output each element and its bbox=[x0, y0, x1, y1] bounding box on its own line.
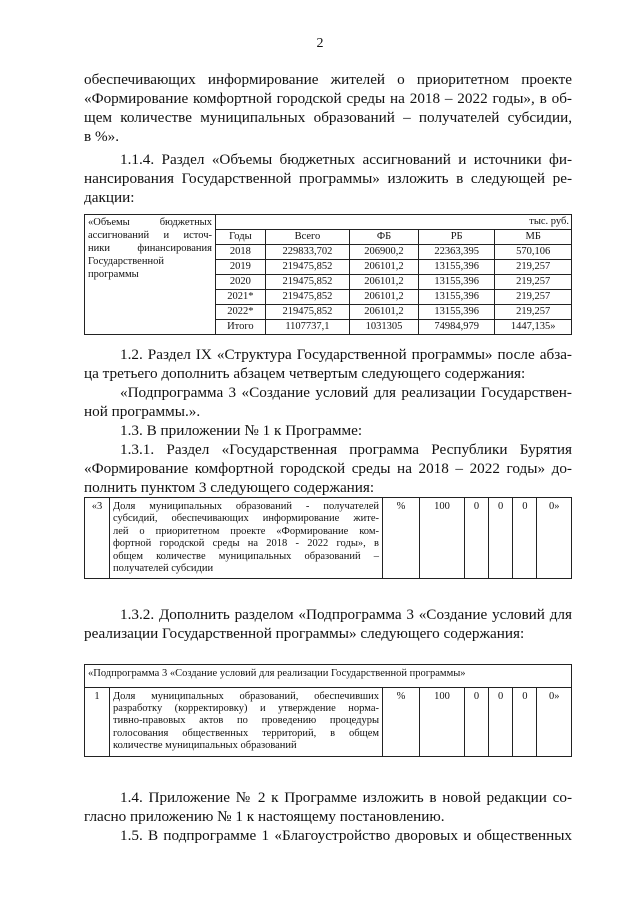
section-1-1-4 bbox=[84, 150, 572, 207]
text-line: субсидий, обеспечивающих информирование жите- bbox=[113, 513, 379, 525]
intro-paragraph bbox=[84, 70, 572, 146]
table-row bbox=[85, 498, 572, 579]
table-title-row bbox=[85, 665, 572, 688]
value-cell: 0 bbox=[513, 687, 537, 756]
table-cell: 2021* bbox=[216, 290, 266, 305]
indicator-table bbox=[84, 497, 572, 579]
table-cell: 13155,396 bbox=[418, 260, 495, 275]
value-cell: 0» bbox=[537, 687, 572, 756]
table-cell: 13155,396 bbox=[418, 275, 495, 290]
budget-table bbox=[84, 214, 572, 335]
table-cell: 2018 bbox=[216, 245, 266, 260]
indicator-description bbox=[110, 498, 383, 579]
page-number: 2 bbox=[316, 36, 324, 51]
table-cell: 2020 bbox=[216, 275, 266, 290]
table-cell: 219475,852 bbox=[265, 260, 349, 275]
section-1-3 bbox=[84, 421, 572, 440]
column-header: Всего bbox=[265, 230, 349, 245]
text-line: ца третьего дополнить абзацем четвертым следующего содержания: bbox=[84, 365, 526, 382]
text-line: в %». bbox=[84, 128, 120, 145]
text-line: «Объемы бюджетных bbox=[88, 217, 212, 228]
text-line: дакции: bbox=[84, 189, 135, 206]
value-cell: 0 bbox=[464, 687, 488, 756]
unit-cell: % bbox=[383, 687, 420, 756]
value-cell: 0 bbox=[513, 498, 537, 579]
text-line: 1.1.4. Раздел «Объемы бюджетных ассигнований и источники фи- bbox=[120, 151, 572, 168]
value-cell: 0 bbox=[464, 498, 488, 579]
text-line: общем количестве муниципальных образований – bbox=[113, 550, 379, 562]
table-cell: 219,257 bbox=[495, 305, 572, 320]
unit-label: тыс. руб. bbox=[216, 215, 572, 230]
table-cell: 206101,2 bbox=[350, 260, 419, 275]
table-cell: Итого bbox=[216, 320, 266, 335]
text-line: 1.3. В приложении № 1 к Программе: bbox=[120, 422, 363, 439]
text-line: «Подпрограмма 3 «Создание условий для реализации Государствен- bbox=[120, 384, 572, 401]
text-line: «Формирование комфортной городской среды на 2018 – 2022 годы» до- bbox=[84, 460, 572, 477]
value-cell: 0» bbox=[537, 498, 572, 579]
section-1-4 bbox=[84, 788, 572, 826]
table-cell: 219475,852 bbox=[265, 305, 349, 320]
text-line: 1.5. В подпрограмме 1 «Благоустройство дворовых и общественных bbox=[120, 827, 572, 844]
section-1-5 bbox=[84, 826, 572, 845]
table-cell: 570,106 bbox=[495, 245, 572, 260]
text-line: фортной городской среды на 2018 - 2022 годы», в bbox=[113, 538, 379, 550]
text-line: 1.2. Раздел IX «Структура Государственной программы» после абза- bbox=[120, 346, 572, 363]
text-line: гласно приложению № 1 к настоящему постановлению. bbox=[84, 808, 445, 825]
text-line: 1.3.2. Дополнить разделом «Подпрограмма 3 «Создание условий для bbox=[120, 606, 572, 623]
table-cell: 219,257 bbox=[495, 290, 572, 305]
section-1-3-1 bbox=[84, 440, 572, 497]
table-cell: 206900,2 bbox=[350, 245, 419, 260]
text-line: нансирования Государственной программы» изложить в следующей ре- bbox=[84, 170, 572, 187]
table-cell: 229833,702 bbox=[265, 245, 349, 260]
text-line: обеспечивающих информирование жителей о приоритетном проекте bbox=[84, 71, 572, 88]
column-header: МБ bbox=[495, 230, 572, 245]
table-cell: 206101,2 bbox=[350, 305, 419, 320]
table-cell: 219,257 bbox=[495, 260, 572, 275]
budget-description bbox=[85, 215, 216, 335]
text-line: получателей субсидии bbox=[113, 563, 214, 575]
text-line: ассигнований и источ- bbox=[88, 230, 212, 241]
text-line: разработку (корректировку) и утверждение норма- bbox=[113, 702, 379, 714]
table-row bbox=[85, 687, 572, 756]
table-cell: 219475,852 bbox=[265, 275, 349, 290]
text-line: ной программы.». bbox=[84, 403, 201, 420]
column-header: Годы bbox=[216, 230, 266, 245]
table-cell: 1447,135» bbox=[495, 320, 572, 335]
table-cell: 2022* bbox=[216, 305, 266, 320]
text-line: 1.3.1. Раздел «Государственная программа Республики Бурятия bbox=[120, 441, 572, 458]
table-cell: 13155,396 bbox=[418, 290, 495, 305]
table-cell: 13155,396 bbox=[418, 305, 495, 320]
text-line: щем количестве муниципальных образований – получателей субсидии, bbox=[84, 109, 572, 126]
table-cell: 1107737,1 bbox=[265, 320, 349, 335]
text-line: Доля муниципальных образований, обеспечивших bbox=[113, 690, 379, 702]
text-line: «Формирование комфортной городской среды на 2018 – 2022 годы», в об- bbox=[84, 90, 572, 107]
value-cell: 0 bbox=[489, 498, 513, 579]
indicator-description bbox=[110, 687, 383, 756]
text-line: ники финансирования bbox=[88, 243, 212, 254]
value-cell: 100 bbox=[420, 687, 465, 756]
text-line: полнить пунктом 3 следующего содержания: bbox=[84, 479, 375, 496]
subprogram-indicator-table bbox=[84, 664, 572, 757]
text-line: 1.4. Приложение № 2 к Программе изложить в новой редакции со- bbox=[120, 789, 572, 806]
text-line: голосования общественных территорий, в общем bbox=[113, 727, 379, 739]
value-cell: 100 bbox=[420, 498, 465, 579]
text-line: количестве муниципальных образований bbox=[113, 740, 297, 752]
value-cell: 0 bbox=[489, 687, 513, 756]
row-number: «3 bbox=[85, 498, 110, 579]
table-cell: 219475,852 bbox=[265, 290, 349, 305]
column-header: ФБ bbox=[350, 230, 419, 245]
table-cell: 2019 bbox=[216, 260, 266, 275]
section-1-3-2 bbox=[84, 605, 572, 643]
table-cell: 74984,979 bbox=[418, 320, 495, 335]
text-line: лей о приоритетном проекте «Формирование ком- bbox=[113, 525, 379, 537]
text-line: Государственной bbox=[88, 256, 164, 267]
row-number: 1 bbox=[85, 687, 110, 756]
section-1-2 bbox=[84, 345, 572, 421]
text-line: программы bbox=[88, 269, 139, 280]
table-cell: 219,257 bbox=[495, 275, 572, 290]
text-line: тивно-правовых актов по проведению процедуры bbox=[113, 715, 379, 727]
column-header: РБ bbox=[418, 230, 495, 245]
text-line: реализации Государственной программы» следующего содержания: bbox=[84, 625, 525, 642]
table-cell: 1031305 bbox=[350, 320, 419, 335]
text-line: Доля муниципальных образований - получателей bbox=[113, 501, 379, 512]
unit-cell: % bbox=[383, 498, 420, 579]
table-cell: 206101,2 bbox=[350, 290, 419, 305]
table-cell: 22363,395 bbox=[418, 245, 495, 260]
table-cell: 206101,2 bbox=[350, 275, 419, 290]
subprogram-title: «Подпрограмма 3 «Создание условий для реализации Государственной программы» bbox=[85, 665, 572, 688]
